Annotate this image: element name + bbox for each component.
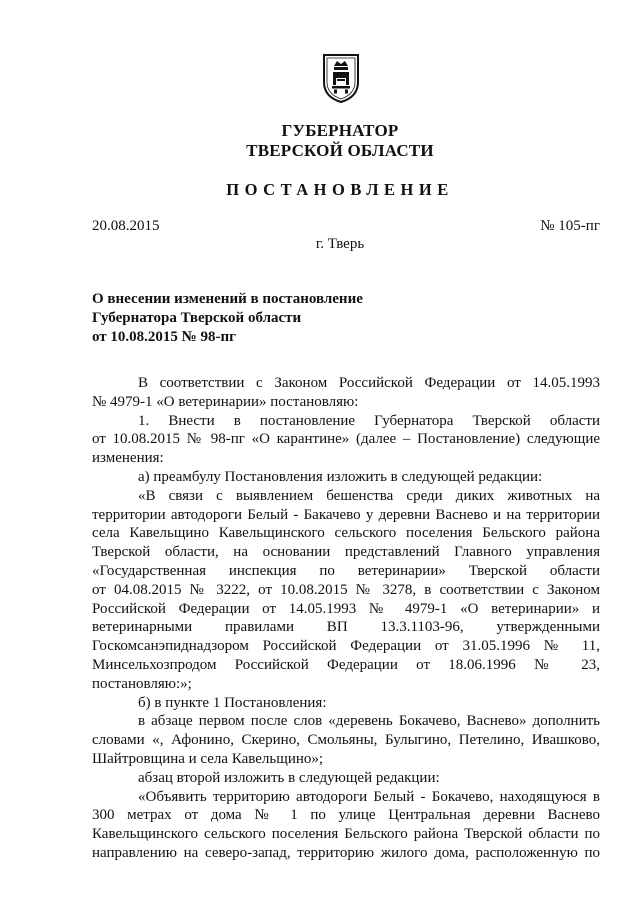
body-line: территории автодороги Белый - Бакачево у деревни Васнево и на территории (92, 506, 600, 523)
body-line: словами «, Афонино, Скерино, Смольяны, Булыгино, Петелино, Ивашково, (92, 732, 600, 749)
coat-of-arms-icon (321, 52, 361, 104)
document-city: г. Тверь (315, 236, 365, 252)
body-line: «Объявить территорию автодороги Белый - Бокачево, находящуюся в (138, 788, 600, 805)
body-line: «В связи с выявлением бешенства среди диких животных на (138, 487, 600, 504)
body-line: 1. Внести в постановление Губернатора Тверской области (138, 412, 600, 429)
subject-line3: от 10.08.2015 № 98-пг (92, 329, 236, 345)
body-line: Минсельхозпродом Российской Федерации от 18.06.1996 № 23, (92, 656, 600, 673)
body-line: а) преамбулу Постановления изложить в следующей редакции: (138, 468, 543, 485)
body-line: Российской Федерации от 14.05.1993 № 4979-1 «О ветеринарии» и (92, 600, 600, 617)
body-line: направлению на северо-запад, территорию жилого дома, расположенную по (92, 844, 600, 861)
body-line: б) в пункте 1 Постановления: (138, 694, 327, 711)
body-line: 300 метрах от дома № 1 по улице Центральная деревни Васнево (92, 807, 600, 824)
document-body (92, 374, 600, 863)
body-line: ветеринарными правилами ВП 13.3.1103-96, утвержденными (92, 619, 600, 636)
body-line: села Кавельщино Кавельщинского сельского поселения Бельского района (92, 525, 600, 542)
body-line: Кавельщинского сельского поселения Бельского района Тверской области по (92, 826, 600, 843)
body-line: Госкомсанэпиднадзором Российской Федерации от 31.05.1996 № 11, (92, 638, 600, 655)
document-date: 20.08.2015 (92, 218, 160, 234)
subject-line2: Губернатора Тверской области (92, 310, 302, 326)
subject-line1: О внесении изменений в постановление (92, 291, 363, 307)
body-line: Тверской области, на основании представлений Главного управления (92, 544, 600, 561)
body-line: от 10.08.2015 № 98-пг «О карантине» (далее – Постановление) следующие (92, 431, 600, 448)
document-type: ПОСТАНОВЛЕНИЕ (226, 180, 454, 199)
body-line: от 04.08.2015 № 3222, от 10.08.2015 № 3278, в соответствии с Законом (92, 581, 600, 598)
body-line: № 4979-1 «О ветеринарии» постановляю: (92, 393, 359, 410)
body-line: Шайтровщина и села Кавельщино»; (92, 750, 324, 767)
body-line: абзац второй изложить в следующей редакции: (138, 769, 440, 786)
body-line: В соответствии с Законом Российской Федерации от 14.05.1993 (138, 375, 600, 391)
header-title-line2: ТВЕРСКОЙ ОБЛАСТИ (246, 141, 434, 160)
header-title-line1: ГУБЕРНАТОР (281, 121, 399, 140)
body-line: изменения: (92, 450, 164, 467)
body-line: «Государственная инспекция по ветеринарии» Тверской области (92, 562, 600, 579)
body-line: в абзаце первом после слов «деревень Бокачево, Васнево» дополнить (138, 713, 600, 730)
document-number: № 105-пг (540, 218, 600, 234)
body-line: постановляю:»; (92, 675, 192, 692)
